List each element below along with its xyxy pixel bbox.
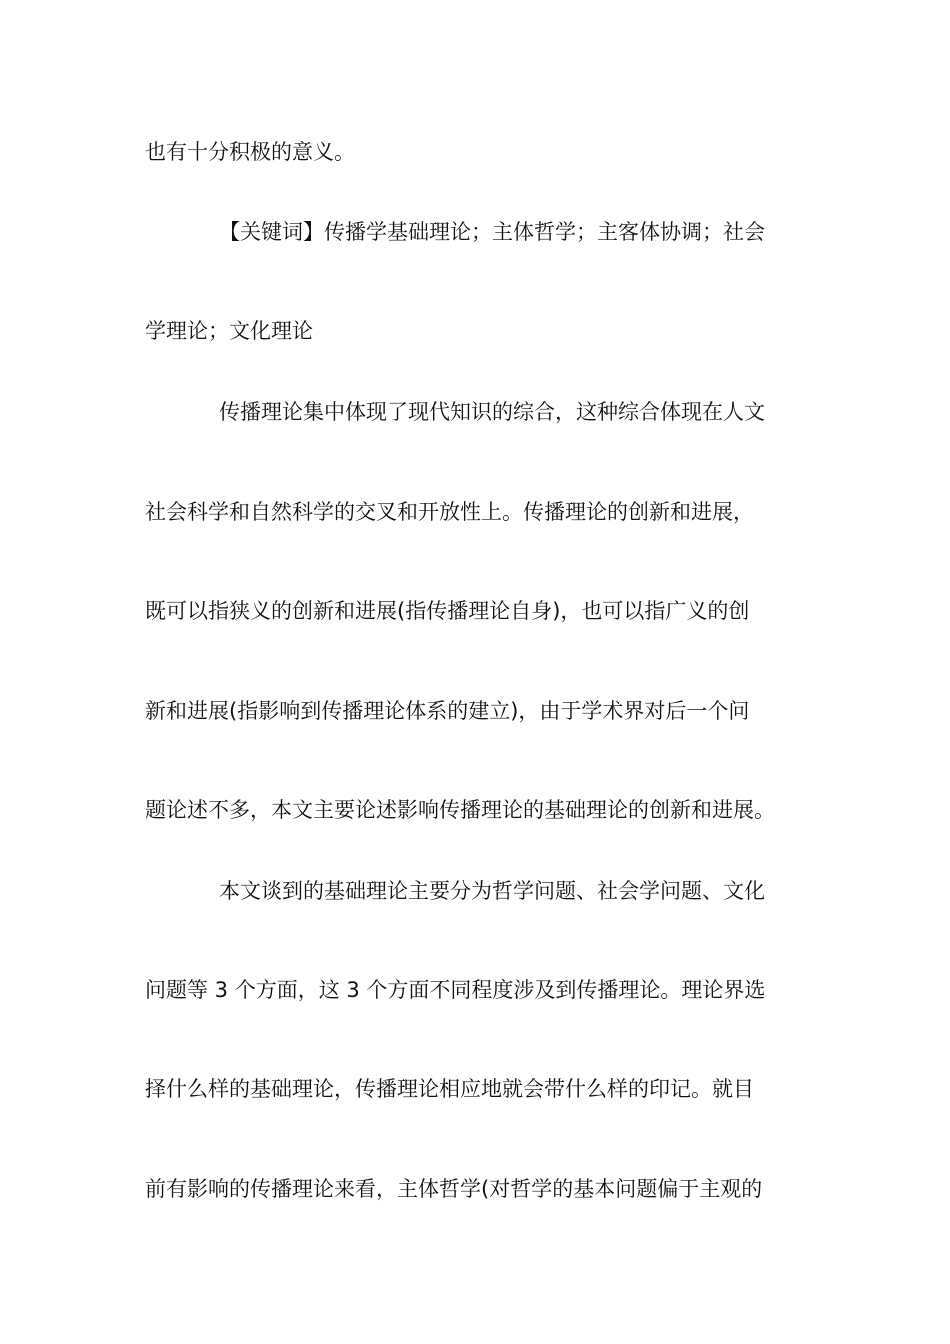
paragraph-line: 传播理论集中体现了现代知识的综合，这种综合体现在人文 [219, 400, 765, 424]
keywords-line: 【关键词】传播学基础理论；主体哲学；主客体协调；社会 [219, 220, 765, 244]
paragraph-line: 社会科学和自然科学的交叉和开放性上。传播理论的创新和进展， [145, 500, 754, 524]
paragraph-line: 择什么样的基础理论，传播理论相应地就会带什么样的印记。就目 [145, 1077, 754, 1101]
paragraph-line: 既可以指狭义的创新和进展(指传播理论自身)，也可以指广义的创 [145, 599, 750, 623]
text-line: 也有十分积极的意义。 [145, 140, 355, 164]
paragraph-line: 前有影响的传播理论来看，主体哲学(对哲学的基本问题偏于主观的 [145, 1177, 763, 1201]
paragraph-line: 题论述不多，本文主要论述影响传播理论的基础理论的创新和进展。 [145, 798, 775, 822]
paragraph-line: 新和进展(指影响到传播理论体系的建立)，由于学术界对后一个问 [145, 699, 750, 723]
paragraph-line: 问题等 3 个方面，这 3 个方面不同程度涉及到传播理论。理论界选 [145, 978, 766, 1002]
paragraph-line: 本文谈到的基础理论主要分为哲学问题、社会学问题、文化 [219, 879, 765, 903]
keywords-continued-line: 学理论；文化理论 [145, 319, 313, 343]
